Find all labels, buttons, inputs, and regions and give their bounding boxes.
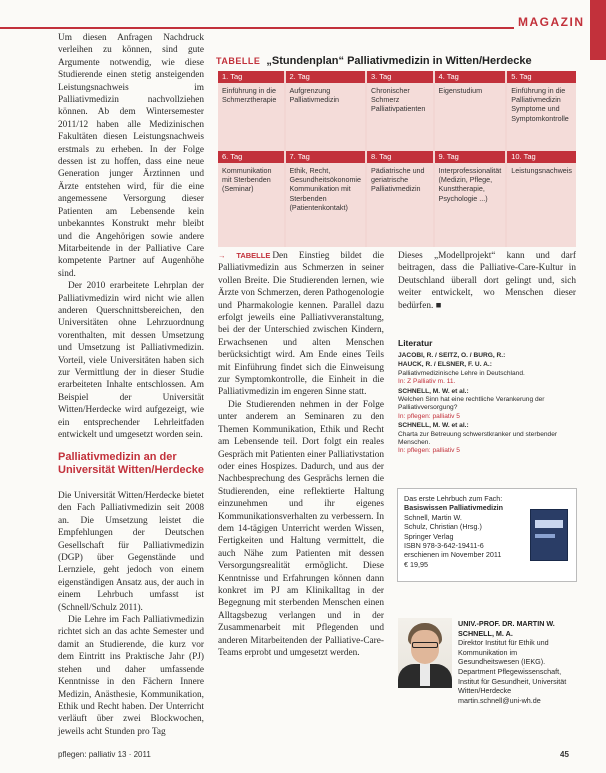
left-column-top (58, 32, 204, 440)
day-topic: Pädiatrische und geriatrische Palliativmedizin (367, 163, 433, 247)
author-photo (398, 618, 452, 686)
literature-item: JACOBI, R. / SEITZ, O. / BURG, R.: (398, 352, 506, 359)
day-header: 1. Tag (218, 71, 284, 83)
body-paragraph: Die Lehre im Fach Palliativmedizin richtet sich an das achte Semester und damit an Studierende, die kurz vor dem Eintritt ins Praktische Jahr (PJ) stehen und daher umfassende Kenntnisse in den Fächern Innere Medizin, Anästhesie, Kommunikation, Ethik und Recht haben. Der Unterricht verläuft über zwei Blockwochen, jeweils acht Stunden pro Tag (58, 615, 204, 737)
schedule-table (218, 71, 576, 247)
day-topic: Interprofessionalität (Medizin, Pflege, Kunsttherapie, Psychologie ...) (435, 163, 506, 247)
day-header: 7. Tag (286, 151, 366, 163)
body-paragraph: Die Universität Witten/Herdecke bietet den Fach Palliativmedizin seit 2008 an. Die Umsetzung leistet die Empfehlungen der Deutschen Gesellschaft für Palliativmedizin (DGP) über Gegenstände und Lernziele, geht jedoch von einem eigenständigen Ansatz aus, der auch in einem Lehrbuch umfasst ist (Schnell/Schulz 2011). (58, 491, 204, 613)
table-reference: → TABELLE (218, 251, 271, 260)
right-column (398, 250, 576, 330)
day-header: 3. Tag (367, 71, 433, 83)
book-title: Basiswissen Palliativmedizin (404, 503, 504, 513)
book-detail: € 19,95 (404, 559, 428, 569)
literature-item: SCHNELL, M. W. et al.: Welchen Sinn hat eine rechtliche Verankerung der Palliativversorgung? In: pflegen: palliativ 5 (398, 387, 545, 420)
book-detail: erschienen im November 2011 (404, 550, 502, 560)
day-topic: Chronischer Schmerz Palliativpatienten (367, 83, 433, 151)
day-header: 4. Tag (435, 71, 506, 83)
footer-publication: pflegen: palliativ 13 · 2011 (58, 750, 151, 759)
header-rule (0, 27, 514, 29)
middle-column (218, 250, 384, 755)
literature-item: HAUCK, R. / ELSNER, F. U. A.: Palliativmedizinische Lehre in Deutschland. In: Z Palliativ m. 11. (398, 361, 525, 386)
body-paragraph: → TABELLE Den Einstieg bildet die Palliativmedizin aus Schmerzen in seiner vollen Breite. Die Studierenden lernen, wie Ärzte von Schmerzen, deren Pathogenologie und Pharmakologie kennen. Parallel dazu erfolgt jeweils eine Palliativveranstaltung, bei der der Unterschied zwischen Kindern, Erwachsenen und alten Menschen berücksichtigt wird. Am Ende eines Teils mit Einführung findet sich die Einweisung zur Symptomkontrolle, die Einheit in die Palliativmedizin im engeren Sinne statt. (218, 251, 384, 398)
body-paragraph: Die Studierenden nehmen in der Folge unter anderem an Seminaren zu den Themen Kommunikation, Ethik und Recht am Lebensende teil. Dort folgt ein reales Gespräch mit Patienten einer Palliativstation oder eines Hospizes. Dadurch, und aus der Nachbesprechung des Gesprächs lernen die Studierenden, eine reflektierte Haltung einzunehmen und ihr eigenes Kommunikationsverhalten zu verbessern. In dem 14-tägigen Unterricht werden Wissen, Fertigkeiten und Haltung vermittelt, die auch Nähe zum Patienten mit dessen Versorgungsrealität ermöglicht. Diese Kenntnisse und Erfahrungen können dann konkret im PJ am Klinikalltag in der Begegnung mit sterbenden Menschen einen Alltagsbezug verlangen und in der Zusammenarbeit mit Pflegenden und anderen Mitarbeitenden der Palliative-Care-Teams erprobt und umgesetzt werden. (218, 399, 384, 658)
book-detail: ISBN 978-3-642-19411-6 (404, 541, 484, 551)
end-mark: ■ (435, 300, 442, 311)
day-header: 10. Tag (507, 151, 576, 163)
book-detail: Springer Verlag (404, 531, 454, 541)
day-header: 9. Tag (435, 151, 506, 163)
section-heading: Palliativmedizin an der Universität Witten/Herdecke (58, 451, 205, 476)
body-paragraph: Um diesen Anfragen Nachdruck verleihen zu können, sind gute Argumente notwendig, wie diese Studierende einen stetig ansteigenden Leistungsnachweis im Palliativmedizin nachvollziehen können. Ab dem Wintersemester 2011/12 haben alle Medizinischen Fakultäten diesen Leistungsnachweis erstmals zu erheben. In der Folge dessen ist zu hoffen, dass eine neue Generation junger Ärztinnen und Ärzte entstehen wird, für die eine angemessene Versorgung dieser Patienten am Lebensende kein unbekanntes Konstrukt mehr bleibt und die Angehörigen sowie andere Mitarbeitende in der Palliative Care kompetente Partner auf Augenhöhe sind. (58, 33, 204, 279)
table-title (216, 55, 576, 67)
book-box (397, 488, 577, 582)
day-topic: Einführung in die Schmerztherapie (218, 83, 284, 151)
day-topic: Ethik, Recht, Gesundheitsökonomie Kommunikation mit Sterbenden (Patientenkontakt) (286, 163, 366, 247)
page-number: 45 (560, 750, 569, 759)
author-bio: Direktor Institut für Ethik und Kommunikation im Gesundheitswesen (IEKG). Department Pflegewissenschaft, Institut für Gesundheit, Universität Witten/Herdecke (458, 638, 567, 696)
day-header: 6. Tag (218, 151, 284, 163)
literature-list (398, 352, 576, 457)
table-title-text: „Stundenplan“ Palliativmedizin in Witten/Herdecke (266, 55, 532, 67)
day-topic: Leistungsnachweis (507, 163, 576, 247)
book-detail: Schulz, Christian (Hrsg.) (404, 522, 482, 532)
table-tag: TABELLE (216, 56, 261, 66)
day-topic: Eigenstudium (435, 83, 506, 151)
literature-item: SCHNELL, M. W. et al.: Charta zur Betreuung schwerstkranker und sterbender Menschen. In: pflegen: palliativ 5 (398, 422, 558, 455)
body-paragraph: Dieses „Modellprojekt“ kann und darf beitragen, dass die Palliative-Care-Kultur in Deutschland überall dort gelingt und, sich weiter entwickelt, wo Menschen dieser bedürfen. ■ (398, 251, 576, 311)
day-header: 2. Tag (286, 71, 366, 83)
day-topic: Einführung in die Palliativmedizin Symptome und Symptomkontrolle (507, 83, 576, 151)
body-paragraph: Der 2010 erarbeitete Lehrplan der Palliativmedizin wird nicht wie allen anderen Querschnittsbereichen, den Universitäten ohne Lehrzuordnung vorenthalten, mit dessen Umsetzung und Umsetzung ist Palliativmedizin. Vorteil, viele Universitäten haben sich zur Vermittlung der in dieser Studie erarbeiteten Inhalte entschlossen. Am Beispiel der Universität Witten/Herdecke wird aufgezeigt, wie ein entsprechender Lehrleitfaden entwickelt und umgesetzt worden sein. (58, 281, 204, 440)
section-label: MAGAZIN (518, 15, 585, 29)
left-column-bottom (58, 490, 204, 750)
book-cover-image (530, 509, 568, 561)
section-marker (590, 0, 606, 60)
book-detail: Schnell, Martin W. (404, 512, 462, 522)
day-topic: Aufgrenzung Palliativmedizin (286, 83, 366, 151)
author-email: martin.schnell@uni-wh.de (458, 695, 541, 705)
author-info (458, 619, 580, 705)
book-intro: Das erste Lehrbuch zum Fach: (404, 494, 503, 503)
day-header: 5. Tag (507, 71, 576, 83)
day-header: 8. Tag (367, 151, 433, 163)
day-topic: Kommunikation mit Sterbenden (Seminar) (218, 163, 284, 247)
literature-heading: Literatur (398, 338, 433, 348)
author-name: UNIV.-PROF. DR. MARTIN W. SCHNELL, M. A. (458, 619, 555, 638)
